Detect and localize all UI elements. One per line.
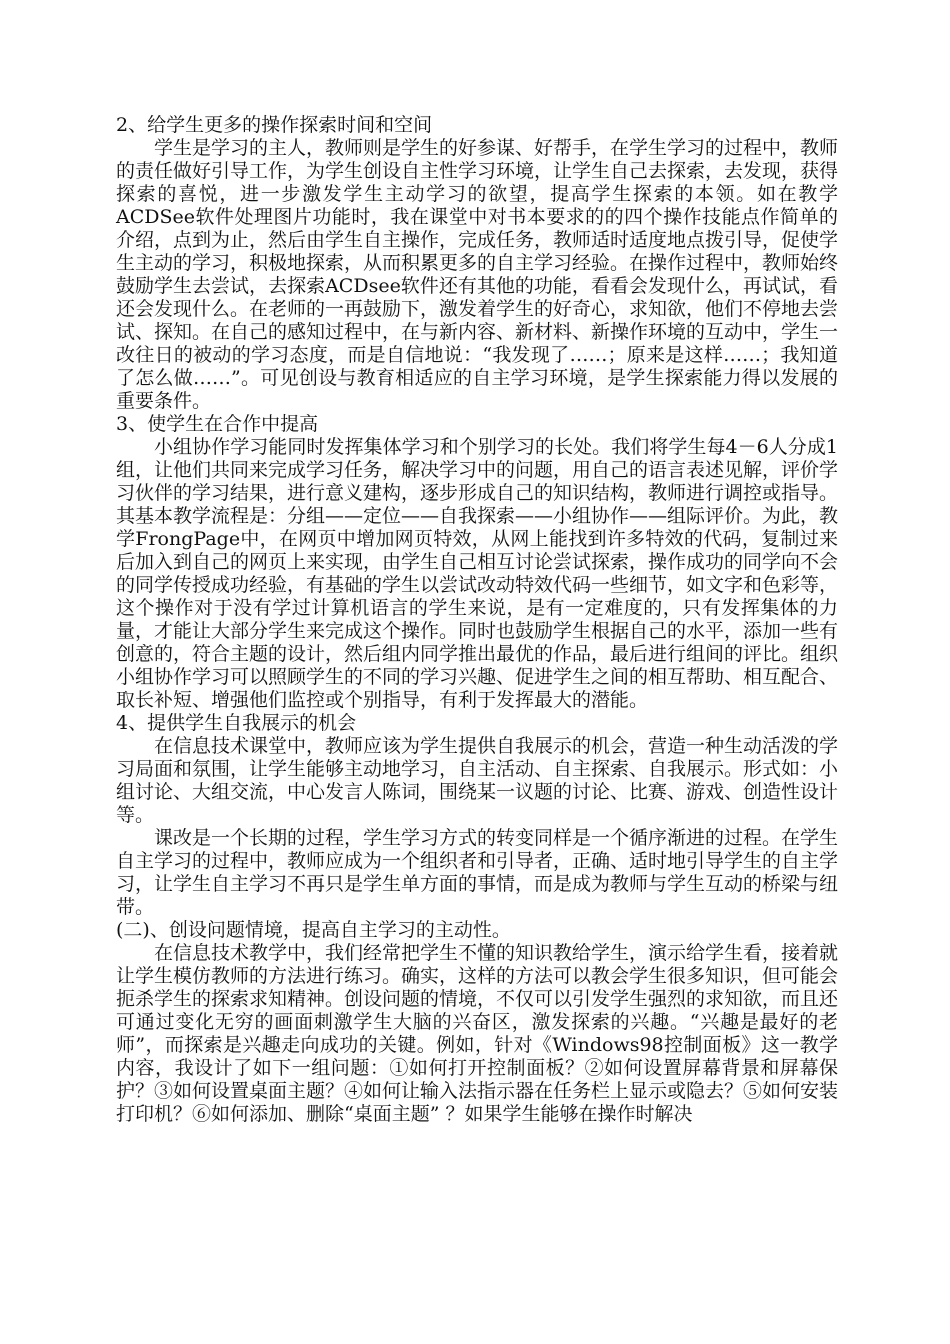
- document-page: [116, 114, 838, 1126]
- section-heading-4: 4、提供学生自我展示的机会: [116, 712, 357, 734]
- paragraph-reform: 课改是一个长期的过程，学生学习方式的转变同样是一个循序渐进的过程。在学生自主学习的过程中，教师应成为一个组织者和引导者，正确、适时地引导学生的自主学习，让学生自主学习不再只是学生单方面的事情，而是成为教师与学生互动的桥梁与纽带。: [116, 827, 839, 918]
- section-heading-2: 2、给学生更多的操作探索时间和空间: [116, 114, 433, 136]
- section-heading-problem-situation: (二)、创设问题情境，提高自主学习的主动性。: [116, 919, 511, 941]
- paragraph-exploration: 学生是学习的主人，教师则是学生的好参谋、好帮手，在学生学习的过程中，教师的责任做好引导工作，为学生创设自主性学习环境，让学生自己去探索，去发现，获得探索的喜悦，进一步激发学生主动学习的欲望，提高学生探索的本领。如在教学ACDSee软件处理图片功能时，我在课堂中对书本要求的的四个操作技能点作简单的介绍，点到为止，然后由学生自主操作，完成任务，教师适时适度地点拨引导，促使学生主动的学习，积极地探索，从而积累更多的自主学习经验。在操作过程中，教师始终鼓励学生去尝试，去探索ACDsee软件还有其他的功能，看看会发现什么，再试试，看还会发现什么。在老师的一再鼓励下，激发着学生的好奇心，求知欲，他们不停地去尝试、探知。在自己的感知过程中，在与新内容、新材料、新操作环境的互动中，学生一改往日的被动的学习态度，而是自信地说：“我发现了……；原来是这样……；我知道了怎么做……”。可见创设与教育相适应的自主学习环境，是学生探索能力得以发展的重要条件。: [116, 137, 839, 412]
- paragraph-cooperation: 小组协作学习能同时发挥集体学习和个别学习的长处。我们将学生每4－6人分成1组，让他们共同来完成学习任务，解决学习中的问题，用自己的语言表述见解，评价学习伙伴的学习结果，进行意义建构，逐步形成自己的知识结构，教师进行调控或指导。其基本教学流程是：分组——定位——自我探索——小组协作——组际评价。为此，教学FrongPage中，在网页中增加网页特效，从网上能找到许多特效的代码，复制过来后加入到自己的网页上来实现，由学生自己相互讨论尝试探索，操作成功的同学向不会的同学传授成功经验，有基础的学生以尝试改动特效代码一些细节，如文字和色彩等，这个操作对于没有学过计算机语言的学生来说，是有一定难度的，只有发挥集体的力量，才能让大部分学生来完成这个操作。同时也鼓励学生根据自己的水平，添加一些有创意的，符合主题的设计，然后组内同学推出最优的作品，最后进行组间的评比。组织小组协作学习可以照顾学生的不同的学习兴趣、促进学生之间的相互帮助、相互配合、取长补短、增强他们监控或个别指导，有利于发挥最大的潜能。: [116, 436, 839, 711]
- section-heading-3: 3、使学生在合作中提高: [116, 413, 319, 435]
- paragraph-self-display: 在信息技术课堂中，教师应该为学生提供自我展示的机会，营造一种生动活泼的学习局面和氛围，让学生能够主动地学习，自主活动、自主探索、自我展示。形式如：小组讨论、大组交流，中心发言人陈词，围绕某一议题的讨论、比赛、游戏、创造性设计等。: [116, 735, 839, 826]
- paragraph-problem-situation: 在信息技术教学中，我们经常把学生不懂的知识教给学生，演示给学生看，接着就让学生模仿教师的方法进行练习。确实，这样的方法可以教会学生很多知识，但可能会扼杀学生的探索求知精神。创设问题的情境，不仅可以引发学生强烈的求知欲，而且还可通过变化无穷的画面刺激学生大脑的兴奋区，激发探索的兴趣。“兴趣是最好的老师”，而探索是兴趣走向成功的关键。例如，针对《Windows98控制面板》这一教学内容，我设计了如下一组问题：①如何打开控制面板？②如何设置屏幕背景和屏幕保护？③如何设置桌面主题？④如何让输入法指示器在任务栏上显示或隐去？⑤如何安装打印机？⑥如何添加、删除“桌面主题” ？如果学生能够在操作时解决: [116, 942, 839, 1125]
